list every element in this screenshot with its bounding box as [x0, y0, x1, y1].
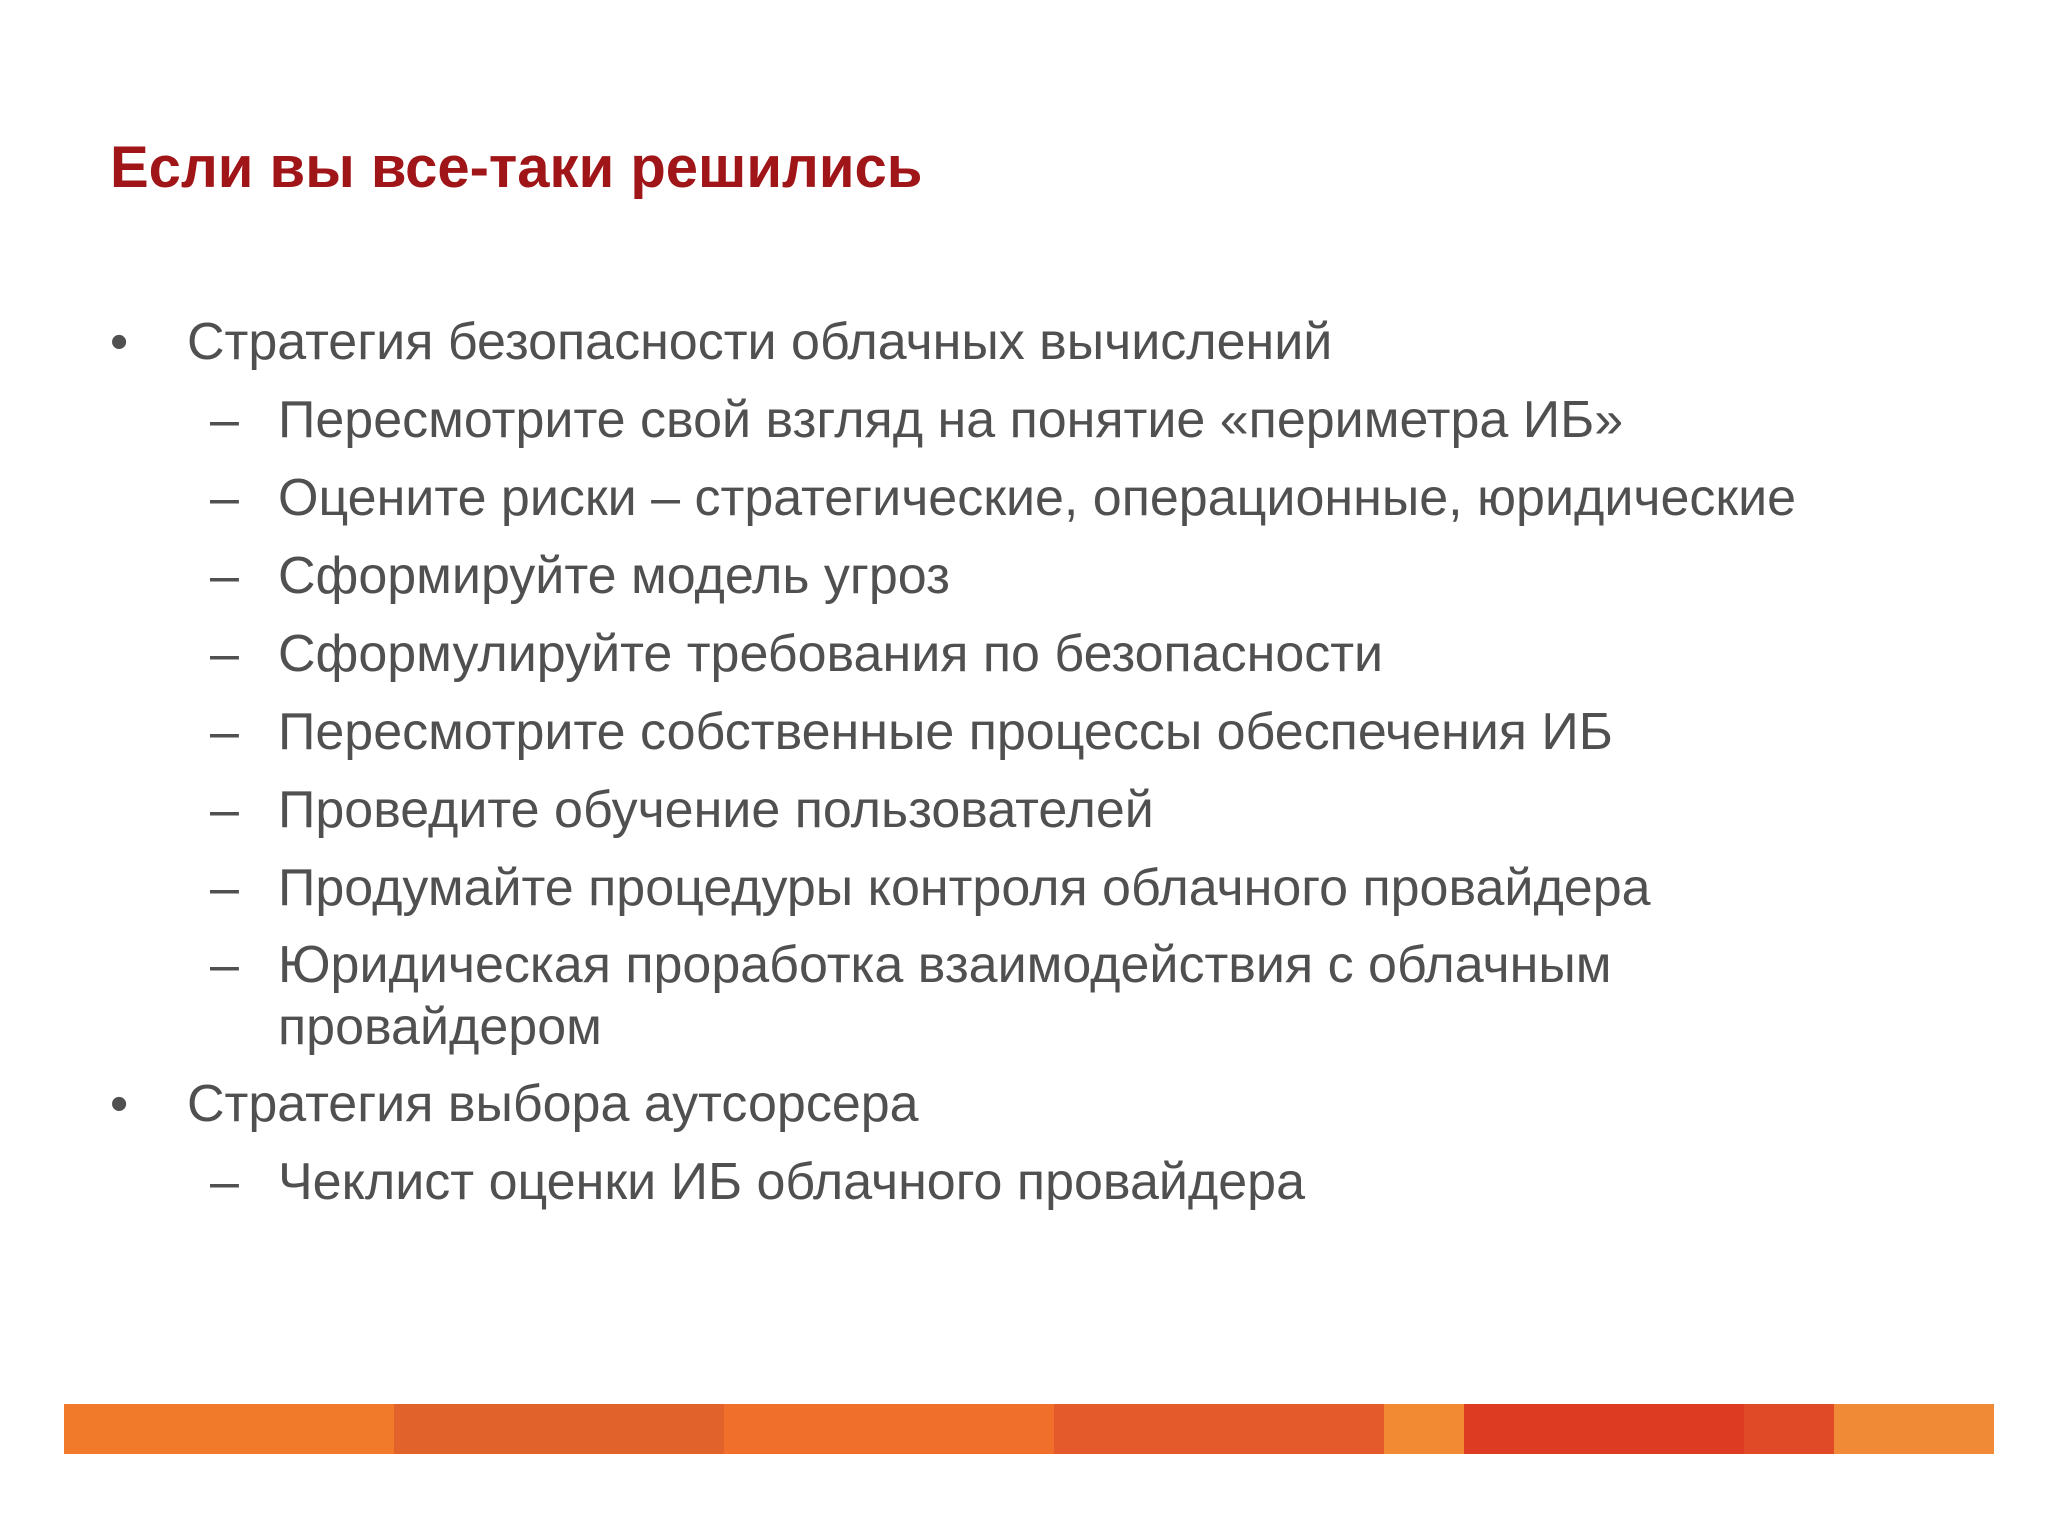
sub-item-text: Пересмотрите собственные процессы обеспечения ИБ [278, 703, 1613, 761]
band-segment [64, 1404, 394, 1454]
dash-marker: – [210, 859, 239, 917]
bullet-label: Стратегия выбора аутсорсера [187, 1075, 919, 1133]
sub-item [110, 934, 1748, 1058]
bullet-list [110, 310, 1970, 1214]
dash-marker: – [210, 469, 239, 527]
band-segment [1464, 1404, 1744, 1454]
sub-item [110, 856, 1970, 920]
sub-list [110, 388, 1970, 1058]
band-segment [394, 1404, 724, 1454]
band-segment [1054, 1404, 1384, 1454]
dash-marker: – [210, 781, 239, 839]
dash-marker: – [210, 547, 239, 605]
dash-marker: – [210, 625, 239, 683]
sub-item [110, 622, 1970, 686]
sub-item-text: Сформулируйте требования по безопасности [278, 625, 1384, 683]
sub-list [110, 1150, 1970, 1214]
dash-marker: – [210, 1153, 239, 1211]
slide-title: Если вы все-таки решились [110, 135, 923, 200]
footer-band [64, 1404, 1994, 1454]
sub-item-text: Юридическая проработка взаимодействия с облачным провайдером [278, 936, 1612, 1056]
bullet-label: Стратегия безопасности облачных вычислений [187, 313, 1333, 371]
bullet-marker: • [110, 1075, 129, 1133]
dash-marker: – [210, 391, 239, 449]
bullet-item [110, 310, 1970, 1058]
band-segment [724, 1404, 1054, 1454]
sub-item [110, 778, 1970, 842]
dash-marker: – [210, 936, 239, 994]
sub-item-text: Пересмотрите свой взгляд на понятие «периметра ИБ» [278, 391, 1624, 449]
sub-item [110, 466, 1970, 530]
sub-item-text: Продумайте процедуры контроля облачного провайдера [278, 859, 1651, 917]
sub-item [110, 1150, 1970, 1214]
bullet-marker: • [110, 313, 129, 371]
sub-item-text: Проведите обучение пользователей [278, 781, 1154, 839]
band-segment [1834, 1404, 1994, 1454]
sub-item-text: Чеклист оценки ИБ облачного провайдера [278, 1153, 1306, 1211]
band-segment [1744, 1404, 1834, 1454]
sub-item-text: Оцените риски – стратегические, операционные, юридические [278, 469, 1797, 527]
sub-item [110, 544, 1970, 608]
dash-marker: – [210, 703, 239, 761]
band-segment [1384, 1404, 1464, 1454]
bullet-item [110, 1072, 1970, 1214]
sub-item-text: Сформируйте модель угроз [278, 547, 950, 605]
sub-item [110, 700, 1970, 764]
sub-item [110, 388, 1970, 452]
